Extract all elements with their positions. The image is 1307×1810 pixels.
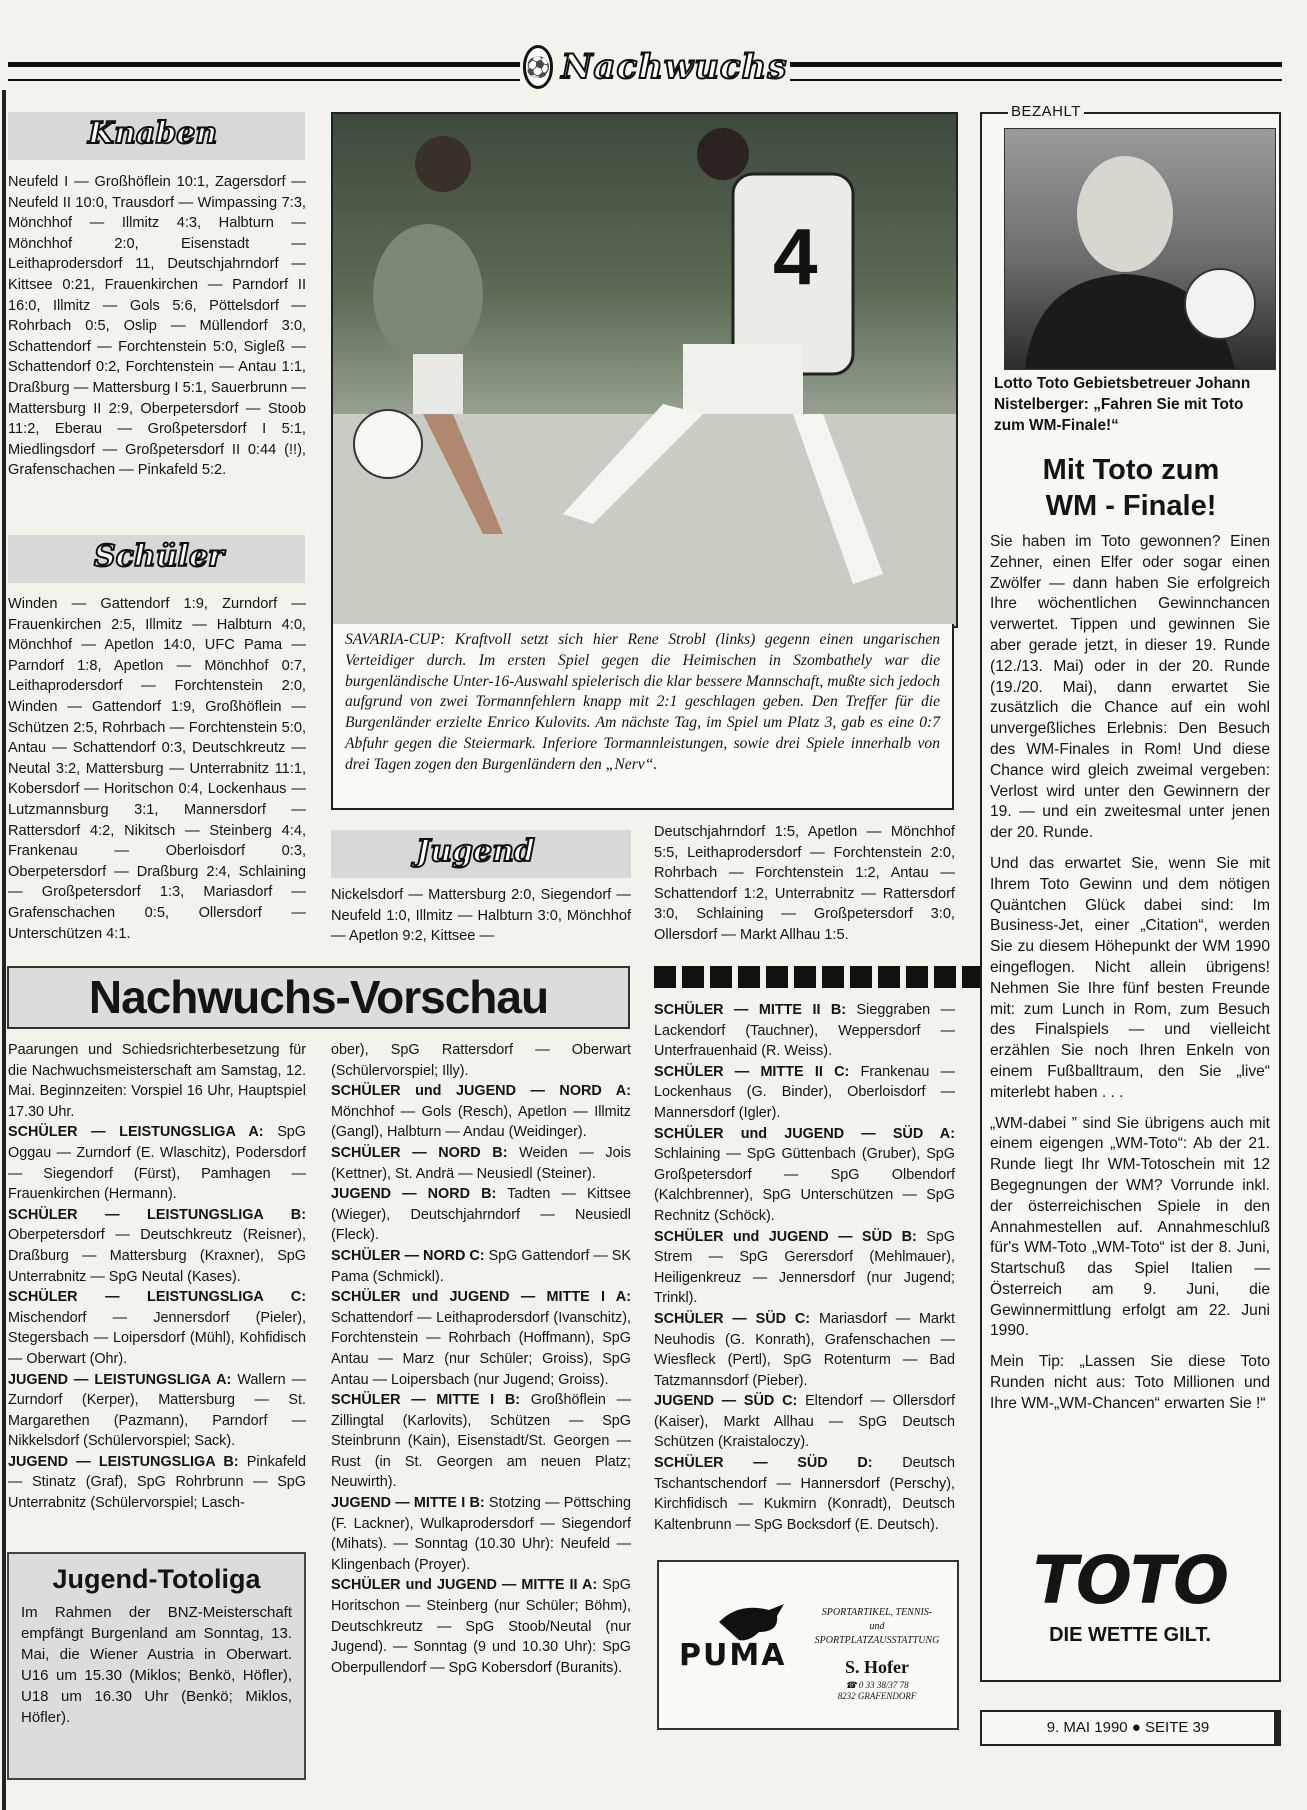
vorschau-column-1 bbox=[8, 1040, 306, 1514]
vorschau-entry-text: SpG Gattendorf — SK Pama (Schmickl). bbox=[331, 1247, 632, 1285]
vorschau-entry bbox=[654, 1062, 955, 1124]
vorschau-entry bbox=[331, 1575, 631, 1678]
section-title: Nachwuchs bbox=[561, 47, 788, 87]
toto-headline-1: Mit Toto zum bbox=[1042, 454, 1220, 486]
vorschau-entry bbox=[654, 1000, 955, 1062]
jugend-results-1 bbox=[331, 885, 631, 947]
vorschau-entry-text: Weiden — Jois (Kettner), St. Andrä — Neusiedl (Steiner). bbox=[331, 1144, 632, 1182]
paid-label: BEZAHLT bbox=[1008, 103, 1084, 120]
vorschau-entry-text: Großhöflein — Zillingtal (Karlovits), Schützen — SpG Steinbrunn (Kain), Eisenstadt/St. Georgen — Rust (in St. Georgen am neuen Platz; Neuwirth). bbox=[331, 1392, 631, 1491]
portrait-illustration bbox=[1005, 129, 1275, 369]
knaben-results bbox=[8, 172, 306, 481]
caption-text: SAVARIA-CUP: Kraftvoll setzt sich hier Rene Strobl (links) gegenn einen ungarischen Verteidiger durch. Im ersten Spiel gegen die Heimischen in Szombathely war die burgenländische Unter-16-Auswahl spielerisch die klar bessere Mannschaft, mußte sich jedoch aufgrund von zwei Tormannfehlern knapp mit 2:1 geschlagen geben. Den Treffer für die Burgenländer erzielte Enrico Kulovits. Am nächste Tag, im Spiel um Platz 3, gab es eine 0:7 Abfuhr gegen die Steiermark. Inferiore Tormannleistungen, sowie drei Spiele innerhalb von drei Tagen zogen den Burgenländern den „Nerv“. bbox=[345, 631, 940, 773]
vorschau-entry bbox=[331, 1287, 631, 1390]
vorschau-entry bbox=[8, 1122, 306, 1204]
vorschau-entry bbox=[8, 1452, 306, 1514]
vorschau-entry bbox=[331, 1143, 631, 1184]
toto-paragraph-3: „WM-dabei ” sind Sie übrigens auch mit einem eigengen „WM-Toto“: Ab der 21. Runde liegt Ihr WM-Totoschein mit 12 Begegnungen der WM? Vorrunde inkl. der österreichischen Spiele in den Annahmestellen auf. Annahmeschluß für's WM-Toto „WM-Toto“ ist der 8. Juni, Startschuß das Spiel Italien — Österreich am 9. Juni, die Gewinnermittlung erfolgt am 22. Juni 1990. bbox=[990, 1114, 1270, 1340]
puma-brand: PUMA bbox=[679, 1638, 787, 1673]
vorschau-league-label: SCHÜLER — SÜD C: bbox=[654, 1310, 811, 1327]
vorschau-entry-text: Sieggraben — Lackendorf (Tauchner), Weppersdorf — Unterfrauenhaid (R. Weiss). bbox=[654, 1002, 955, 1060]
vorschau-entry-text: Wallern — Zurndorf (Kerper), Mattersburg — St. Margarethen (Pazmann), Parndorf — Nikkelsdorf (Schülervorspiel; Sack). bbox=[8, 1371, 306, 1450]
toto-logo: TOTO bbox=[1032, 1542, 1228, 1619]
portrait-face bbox=[1077, 156, 1173, 272]
vorschau-entry bbox=[654, 1453, 955, 1535]
toto-body bbox=[990, 532, 1270, 1415]
portrait-caption: Lotto Toto Gebietsbetreuer Johann Nistelberger: „Fahren Sie mit Toto zum WM-Finale!“ bbox=[994, 375, 1251, 434]
header-rule-right bbox=[790, 62, 1282, 81]
vorschau-league-label: SCHÜLER — LEISTUNGSLIGA B: bbox=[8, 1206, 306, 1223]
vorschau-league-label: SCHÜLER — LEISTUNGSLIGA A: bbox=[8, 1124, 264, 1141]
player-left-head bbox=[415, 136, 471, 192]
schueler-label-box bbox=[8, 535, 305, 583]
match-photo bbox=[331, 112, 958, 628]
puma-logo bbox=[679, 1602, 789, 1677]
vorschau-league-label: SCHÜLER und JUGEND — MITTE II A: bbox=[331, 1577, 598, 1594]
vorschau-league-label: SCHÜLER und JUGEND — SÜD B: bbox=[654, 1228, 917, 1245]
match-photo-illustration bbox=[333, 114, 956, 626]
vorschau-entry-text: Paarungen und Schiedsrichterbesetzung für die Nachwuchsmeisterschaft am Samstag, 12. Mai. Beginnzeiten: Vorspiel 16 Uhr, Hauptspiel 17.30 Uhr. bbox=[8, 1042, 306, 1120]
vorschau-entry-text: SpG Oggau — Zurndorf (E. Wlaschitz), Podersdorf — Siegendorf (Fürst), Pamhagen — Frauenkirchen (Hermann). bbox=[8, 1124, 306, 1203]
jugend-heading: Jugend bbox=[416, 834, 535, 869]
vorschau-entry-text: SpG Horitschon — Steinberg (nur Schüler; Böhm), Deutschkreutz — SpG Stoob/Neutal (nur Jugend). — Sonntag (9 und 10.30 Uhr): SpG Oberpullendorf — SpG Kobersdorf (Buranits). bbox=[331, 1577, 631, 1676]
schueler-heading: Schüler bbox=[94, 539, 224, 574]
vorschau-league-label: JUGEND — MITTE I B: bbox=[331, 1495, 485, 1512]
page-footer: 9. MAI 1990 ● SEITE 39 bbox=[980, 1710, 1281, 1746]
jugend-results-2 bbox=[654, 822, 955, 946]
vorschau-entry-text: Pinkafeld — Stinatz (Graf), SpG Rohrbrunn — SpG Unterrabnitz (Schülervorspiel; Lasch- bbox=[8, 1453, 306, 1512]
vorschau-heading: Nachwuchs-Vorschau bbox=[7, 966, 630, 1029]
vorschau-league-label: SCHÜLER und JUGEND — NORD A: bbox=[331, 1083, 631, 1100]
vorschau-entry bbox=[331, 1081, 631, 1143]
schueler-results bbox=[8, 594, 306, 944]
vorschau-entry bbox=[8, 1040, 306, 1122]
vorschau-entry-text: SpG Strem — SpG Gerersdorf (Mehlmauer), Heiligenkreuz — Jennersdorf (nur Jugend; Trinkl). bbox=[654, 1228, 955, 1307]
jugend-totoliga-box bbox=[7, 1552, 306, 1780]
vorschau-entry-text: ober), SpG Rattersdorf — Oberwart (Schülervorspiel; Illy). bbox=[331, 1042, 631, 1079]
vorschau-entry-text: Eltendorf — Ollersdorf (Kaiser), Markt Allhau — SpG Deutsch Schützen (Kraistaloczy). bbox=[654, 1393, 955, 1451]
vorschau-column-3 bbox=[654, 1000, 955, 1535]
puma-city: 8232 GRAFENDORF bbox=[837, 1691, 917, 1701]
vorschau-league-label: SCHÜLER — NORD C: bbox=[331, 1247, 485, 1264]
puma-ad-text bbox=[807, 1606, 947, 1702]
puma-line2: und bbox=[869, 1621, 885, 1632]
vorschau-league-label: JUGEND — LEISTUNGSLIGA A: bbox=[8, 1371, 232, 1388]
player-left-shirt bbox=[373, 224, 483, 364]
puma-line3: SPORTPLATZAUSSTATTUNG bbox=[814, 1635, 940, 1646]
jugend-label-box bbox=[331, 830, 631, 878]
vorschau-entry bbox=[654, 1227, 955, 1309]
vorschau-entry-text: Schlaining — SpG Güttenbach (Gruber), SpG Großpetersdorf — SpG Olbendorf (Kalchbrenner), SpG Unterschützen — SpG Rechnitz (Schöck). bbox=[654, 1146, 955, 1224]
toto-paragraph-4: Mein Tip: „Lassen Sie diese Toto Runden nicht aus: Toto Millionen und Ihre WM-„WM-Chancen“ erwarten Sie !“ bbox=[990, 1353, 1270, 1412]
vorschau-entry bbox=[8, 1205, 306, 1287]
knaben-heading: Knaben bbox=[88, 116, 218, 151]
vorschau-entry-text: Tadten — Kittsee (Wieger), Deutschjahrndorf — Neusiedl (Fleck). bbox=[331, 1186, 631, 1244]
vorschau-league-label: SCHÜLER — NORD B: bbox=[331, 1144, 508, 1161]
vorschau-entry-text: Mariasdorf — Markt Neuhodis (G. Konrath), Grafenschachen — Wiesfleck (Pertl), SpG Rotenturm — Bad Tatzmannsdorf (Pieber). bbox=[654, 1310, 956, 1389]
vorschau-column-2 bbox=[331, 1040, 631, 1678]
vorschau-league-label: SCHÜLER — MITTE I B: bbox=[331, 1392, 521, 1409]
vorschau-league-label: SCHÜLER — LEISTUNGSLIGA C: bbox=[8, 1289, 306, 1306]
football-icon: ⚽ bbox=[523, 45, 554, 89]
header-rule-left bbox=[8, 62, 520, 81]
decorative-squares bbox=[654, 966, 984, 988]
player-right-head bbox=[697, 128, 749, 180]
vorschau-league-label: SCHÜLER und JUGEND — SÜD A: bbox=[654, 1125, 955, 1142]
toto-slogan: DIE WETTE GILT. bbox=[1049, 1624, 1211, 1646]
vorschau-entry bbox=[8, 1370, 306, 1452]
vorschau-league-label: JUGEND — NORD B: bbox=[331, 1186, 497, 1203]
football bbox=[354, 410, 422, 478]
vorschau-entry bbox=[331, 1246, 631, 1287]
vorschau-league-label: SCHÜLER und JUGEND — MITTE I A: bbox=[331, 1289, 631, 1306]
toto-paragraph-2: Und das erwartet Sie, wenn Sie mit Ihrem Toto Gewinn und dem nötigen Quäntchen Glück dabei sind: Im Business-Jet, einer „Citation“, werden Sie zu diesem Höhepunkt der WM 1990 eingeflogen. Nicht allein übrigens! Nehmen Sie Ihre fünf besten Freunde mit: zum Lunch in Rom, zum Besuch des Finalspiels — und vielleicht erzählen Sie noch Ihren Enkeln von einem Fußballtraum, den Sie „live“ miterlebt haben . . . bbox=[990, 854, 1270, 1101]
toto-headline bbox=[990, 452, 1272, 524]
toto-headline-2: WM - Finale! bbox=[1045, 490, 1217, 522]
vorschau-league-label: JUGEND — LEISTUNGSLIGA B: bbox=[8, 1453, 239, 1470]
vorschau-league-label: SCHÜLER — MITTE II C: bbox=[654, 1063, 850, 1080]
vorschau-entry-text: Frankenau — Lockenhaus (G. Binder), Oberloisdorf — Mannersdorf (Igler). bbox=[654, 1063, 955, 1121]
totoliga-title: Jugend-Totoliga bbox=[52, 1564, 261, 1594]
vorschau-entry bbox=[331, 1493, 631, 1575]
vorschau-entry bbox=[654, 1309, 955, 1391]
vorschau-entry bbox=[654, 1391, 955, 1453]
vorschau-entry bbox=[331, 1040, 631, 1081]
portrait-football bbox=[1185, 269, 1255, 339]
vorschau-league-label: SCHÜLER — SÜD D: bbox=[654, 1455, 873, 1472]
portrait-photo bbox=[1004, 128, 1276, 370]
jugend-text-1: Nickelsdorf — Mattersburg 2:0, Siegendorf — Neufeld 1:0, Illmitz — Halbturn 3:0, Mönchhof — Apetlon 9:2, Kittsee — bbox=[331, 887, 631, 945]
vorschau-entry-text: Mischendorf — Jennersdorf (Pieler), Stegersbach — Loipersdorf (Mühl), Kohfidisch — Oberwart (Ohr). bbox=[8, 1309, 306, 1367]
vorschau-entry-text: Mönchhof — Gols (Resch), Apetlon — Illmitz (Gangl), Halbturn — Andau (Weidinger). bbox=[331, 1103, 631, 1141]
left-page-edge bbox=[2, 90, 6, 1810]
knaben-text: Neufeld I — Großhöflein 10:1, Zagersdorf — Neufeld II 10:0, Trausdorf — Wimpassing 7:3, Mönchhof — Illmitz 4:3, Halbturn — Mönchhof 2:0, Eisenstadt — Leithaprodersdorf 11, Deutschjahrndorf — Kittsee 0:21, Frauenkirchen — Parndorf II 16:0, Illmitz — Gols 5:6, Pöttelsdorf — Rohrbach 0:5, Oslip — Müllendorf 3:0, Schattendorf — Forchtenstein 5:0, Siglеß — Schattendorf 0:2, Forchtenstein — Antau 1:1, Draßburg — Mattersburg I 5:1, Sauerbrunn — Mattersburg II 2:9, Oberpetersdorf — Stoob 11:2, Eberau — Großpetersdorf I 5:1, Miedlingsdorf — Großpetersdorf II 0:44 (!!), Grafenschachen — Pinkafeld 5:2. bbox=[8, 174, 306, 479]
puma-shop-name: S. Hofer bbox=[845, 1657, 909, 1677]
puma-advertisement bbox=[657, 1560, 959, 1730]
vorschau-entry-text: Stotzing — Pöttsching (F. Lackner), Wulkaprodersdorf — Siegendorf (Mihats). — Sonntag (10.30 Uhr): Neufeld — Klingenbach (Proyer). bbox=[331, 1495, 631, 1573]
puma-phone: ☎ 0 33 38/37 78 bbox=[845, 1680, 909, 1690]
vorschau-league-label: SCHÜLER — MITTE II B: bbox=[654, 1002, 847, 1018]
vorschau-entry-text: Oberpetersdorf — Deutschkreutz (Reisner), Draßburg — Mattersburg (Kraxner), SpG Unterrabnitz — SpG Neutal (Kases). bbox=[8, 1227, 306, 1285]
knaben-label-box bbox=[8, 112, 305, 160]
jersey-number: 4 bbox=[773, 212, 818, 301]
vorschau-entry bbox=[654, 1124, 955, 1227]
vorschau-entry bbox=[331, 1390, 631, 1493]
jugend-text-2: Deutschjahrndorf 1:5, Apetlon — Mönchhof 5:5, Leithaprodersdorf — Forchtenstein 2:0, Rohrbach — Forchtenstein 1:2, Antau — Schattendorf 1:2, Unterrabnitz — Rattersdorf 3:0, Schlaining — Großpetersdorf 3:0, Ollersdorf — Markt Allhau 1:5. bbox=[654, 824, 955, 943]
totoliga-text: Im Rahmen der BNZ-Meisterschaft empfängt Burgenland am Sonntag, 13. Mai, die Wiener Austria in Oberwart. U16 um 15.30 (Miklos; Benkö, Höfler), U18 um 16.30 Uhr (Benkö; Miklos, Höfler). bbox=[21, 1604, 292, 1726]
toto-paragraph-1: Sie haben im Toto gewonnen? Einen Zehner, einen Elfer oder sogar einen Zwölfer — dann haben Sie erfolgreich Ihre wöchentlichen Gewinnchancen verwertet. Tippen und gewinnen Sie aber gerade jetzt, in dieser 19. Runde (12./13. Mai) oder in der 20. Runde (19./20. Mai), dann erwartet Sie zusätzlich die Chance auf ein wohl unvergeßliches Erlebnis: Den Besuch des WM-Finales in Rom! Und diese Chance wird gleich zweimal vergeben: Verlost wird unter den Gewinnern der 19. — und ein zweitesmal unter jenen der 20. Runde. bbox=[990, 533, 1270, 842]
vorschau-entry bbox=[8, 1287, 306, 1369]
vorschau-entry-text: Schattendorf — Leithaprodersdorf (Ivanschitz), Forchtenstein — Rohrbach (Hoffmann), SpG Antau — Marz (nur Schüler; Groiss), SpG Antau — Loipersbach (nur Jugend; Groiss). bbox=[331, 1309, 631, 1388]
vorschau-entry bbox=[331, 1184, 631, 1246]
vorschau-league-label: JUGEND — SÜD C: bbox=[654, 1393, 798, 1410]
schueler-text: Winden — Gattendorf 1:9, Zurndorf — Frauenkirchen 2:5, Illmitz — Halbturn 4:0, Mönchhof — Apetlon 14:0, UFC Pama — Parndorf 1:8, Apetlon — Mönchhof 0:7, Leithaprodersdorf — Forchtenstein 2:0, Winden — Gattendorf 1:9, Großhöflein — Schützen 2:5, Rohrbach — Forchtenstein 5:0, Antau — Schattendorf 0:3, Deutschkreutz — Neutal 3:2, Mattersburg — Unterrabnitz 11:1, Kobersdorf — Horitschon 0:4, Lockenhaus — Lutzmannsburg 3:1, Mannersdorf — Rattersdorf 4:2, Nikitsch — Steinberg 4:4, Frankenau — Oberloisdorf 0:3, Oberpetersdorf — Draßburg 2:4, Schlaining — Großpetersdorf 1:3, Mariasdorf — Grafenschachen 0:5, Ollersdorf — Unterschützen 4:1. bbox=[8, 596, 306, 942]
section-masthead bbox=[525, 42, 788, 92]
puma-line1: SPORTARTIKEL, TENNIS- bbox=[821, 1607, 933, 1618]
photo-caption bbox=[331, 624, 954, 810]
vorschau-entry-text: Deutsch Tschantschendorf — Hannersdorf (Perschy), Kirchfidisch — Kukmirn (Konradt), Deutsch Kaltenbrunn — SpG Bocksdorf (E. Deutsch). bbox=[654, 1455, 955, 1533]
